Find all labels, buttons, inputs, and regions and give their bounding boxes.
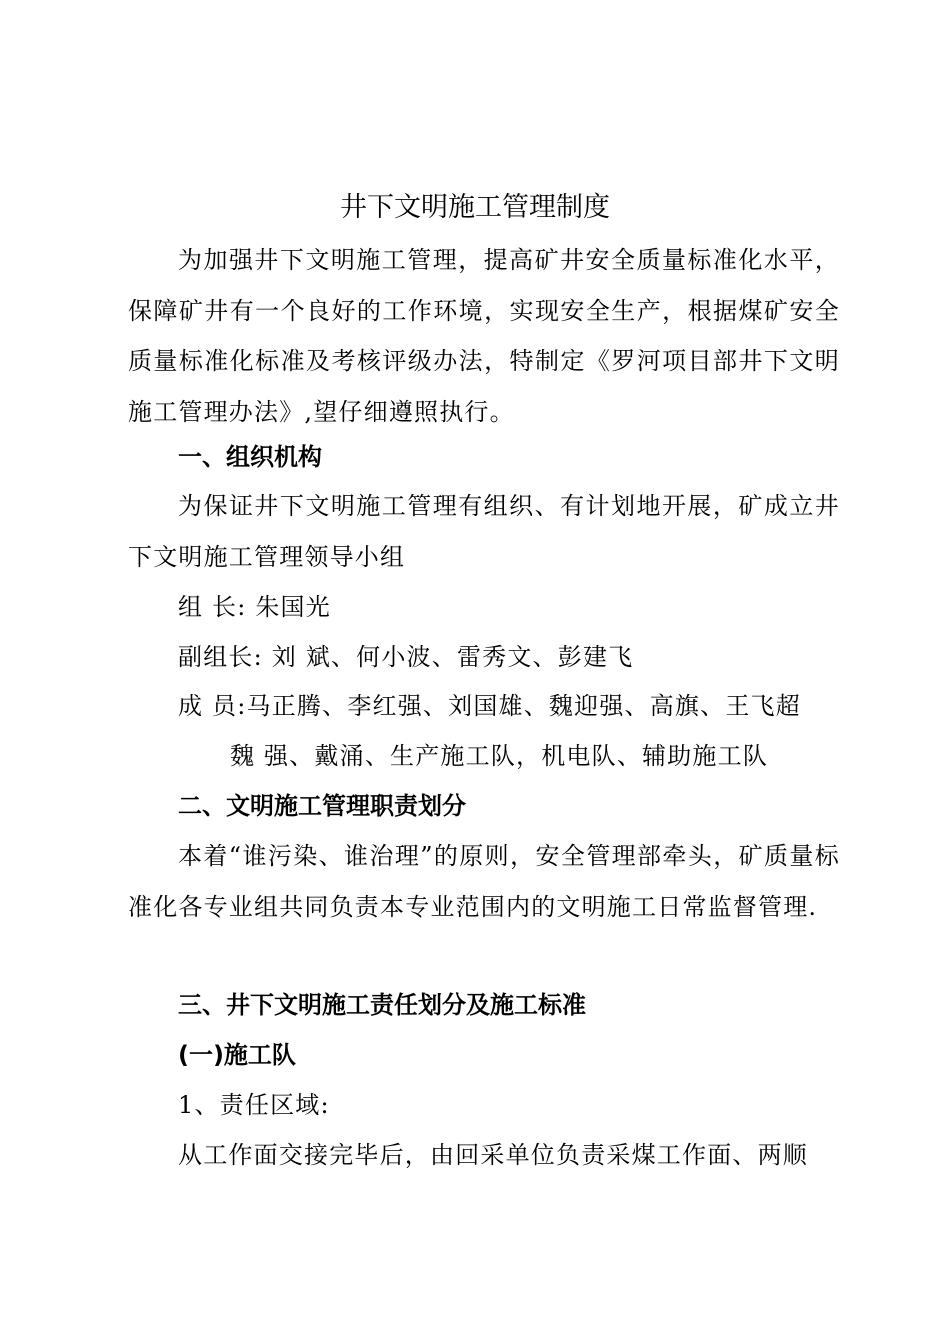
deputy-leader-line: 副组长: 刘 斌、何小波、雷秀文、彭建飞 xyxy=(178,643,634,671)
section2-paragraph: 本着“谁污染、谁治理”的原则，安全管理部牵头，矿质量标准化各专业组共同负责本专业范围内的文明施工日常监督管理. xyxy=(128,842,840,921)
intro-paragraph: 为加强井下文明施工管理，提高矿井安全质量标准化水平，保障矿井有一个良好的工作环境，实现安全生产，根据煤矿安全质量标准化标准及考核评级办法，特制定《罗河项目部井下文明施工管理办法》,望仔细遵照执行。 xyxy=(128,246,840,426)
section1-heading: 一、组织机构 xyxy=(178,443,322,471)
section1-paragraph: 为保证井下文明施工管理有组织、有计划地开展，矿成立井下文明施工管理领导小组 xyxy=(128,492,840,571)
members-line-2: 魏 强、戴涌、生产施工队，机电队、辅助施工队 xyxy=(230,742,769,770)
item1-text: 从工作面交接完毕后，由回采单位负责采煤工作面、两顺 xyxy=(178,1141,808,1169)
section3-subheading: (一)施工队 xyxy=(178,1041,296,1069)
item1-label: 1、责任区域: xyxy=(178,1091,330,1119)
document-title: 井下文明施工管理制度 xyxy=(340,192,610,223)
members-line-1: 成 员:马正腾、李红强、刘国雄、魏迎强、高旗、王飞超 xyxy=(178,692,801,720)
section2-heading: 二、文明施工管理职责划分 xyxy=(178,792,466,820)
section3-heading: 三、井下文明施工责任划分及施工标准 xyxy=(178,991,586,1019)
leader-line: 组 长: 朱国光 xyxy=(178,593,331,621)
